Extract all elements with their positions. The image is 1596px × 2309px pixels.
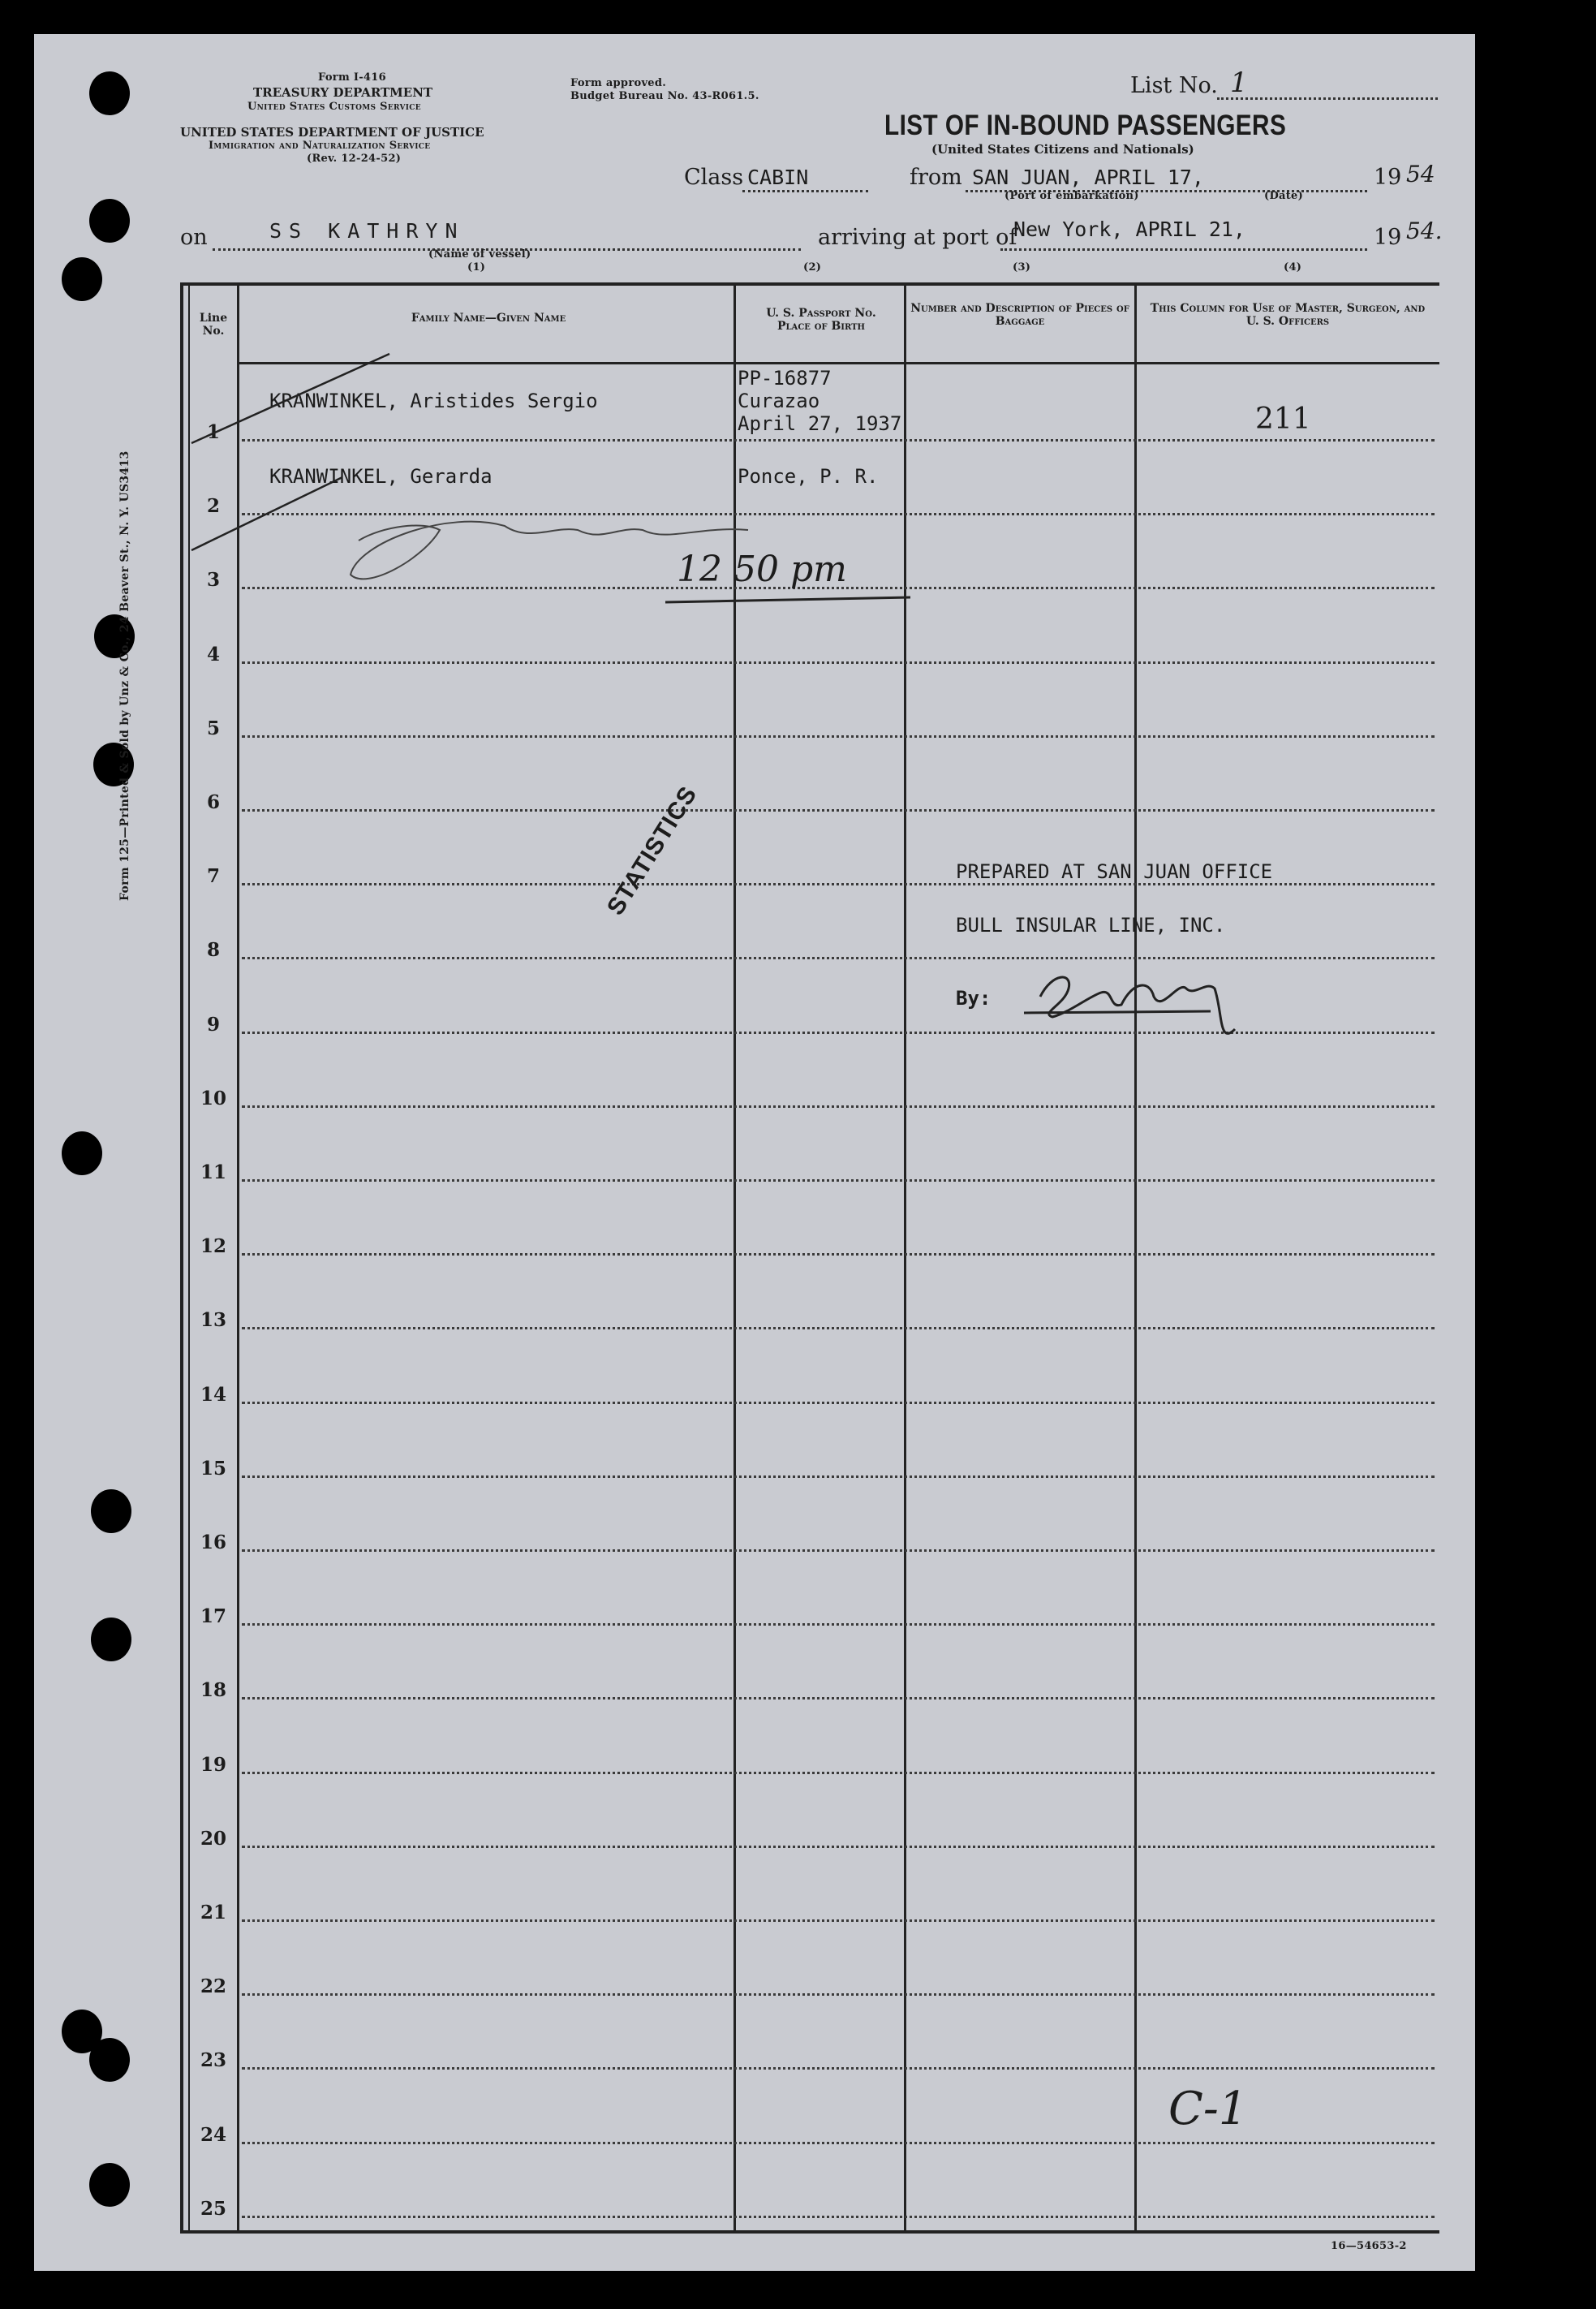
line-number: 18 xyxy=(200,1679,226,1702)
document-title: LIST OF IN-BOUND PASSENGERS xyxy=(884,110,1287,141)
line-number: 14 xyxy=(200,1383,226,1406)
table-row xyxy=(242,1179,1435,1182)
line-number: 1 xyxy=(206,421,220,443)
table-row xyxy=(242,883,1435,885)
table-row xyxy=(242,513,1435,515)
col-ref-3: (3) xyxy=(1013,261,1031,274)
document-subtitle: (United States Citizens and Nationals) xyxy=(931,142,1194,157)
table-row xyxy=(242,1919,1435,1922)
entry-1-passport: PP-16877 xyxy=(738,367,832,390)
entry-1-name: KRANWINKEL, Aristides Sergio xyxy=(269,390,598,412)
table-row xyxy=(242,1993,1435,1996)
line-number: 2 xyxy=(206,495,220,518)
vessel-value: SS KATHRYN xyxy=(269,219,465,243)
line-number: 23 xyxy=(200,2049,226,2072)
col-ref-2: (2) xyxy=(803,261,822,274)
on-label: on xyxy=(180,225,208,250)
list-no-value: 1 xyxy=(1230,67,1248,99)
table-row xyxy=(242,439,1435,442)
line-number: 4 xyxy=(206,643,220,666)
arriving-label: arriving at port of xyxy=(818,225,1017,250)
line-number: 19 xyxy=(200,1753,226,1776)
binder-hole xyxy=(89,71,130,115)
line-number: 9 xyxy=(206,1013,220,1036)
table-row xyxy=(242,1475,1435,1478)
header-officers: This Column for Use of Master, Surgeon, and U. S. Officers xyxy=(1150,302,1426,328)
passenger-table xyxy=(180,282,1439,2230)
footer-code: 16—54653-2 xyxy=(1331,2240,1407,2252)
table-row xyxy=(242,2067,1435,2070)
port-embarkation-caption: (Port of embarkation) xyxy=(1004,190,1139,202)
line-number: 24 xyxy=(200,2123,226,2146)
list-no-field xyxy=(1217,67,1438,100)
class-value: CABIN xyxy=(747,166,809,189)
from-field xyxy=(966,167,1367,192)
line-number: 7 xyxy=(206,865,220,888)
entry-2-name: KRANWINKEL, Gerarda xyxy=(269,465,493,488)
header-name: Family Name—Given Name xyxy=(411,312,566,325)
list-no-label: List No. xyxy=(1130,73,1218,98)
table-row xyxy=(242,957,1435,959)
table-row xyxy=(242,1105,1435,1108)
line-number: 11 xyxy=(200,1161,226,1183)
binder-hole xyxy=(91,1618,131,1661)
table-row xyxy=(242,1549,1435,1552)
entry-1-birthdate: April 27, 1937 xyxy=(738,412,902,435)
table-row xyxy=(242,1623,1435,1626)
budget-bureau: Budget Bureau No. 43-R061.5. xyxy=(570,90,759,102)
line-number: 10 xyxy=(200,1087,226,1109)
table-row xyxy=(242,1327,1435,1329)
table-row xyxy=(242,1697,1435,1699)
header-baggage: Number and Description of Pieces of Baggage xyxy=(910,302,1129,328)
time-note: 12 50 pm xyxy=(677,549,847,590)
date-caption: (Date) xyxy=(1264,190,1304,202)
vessel-field xyxy=(213,219,801,251)
entry-1-officer-note: 211 xyxy=(1255,403,1311,436)
entry-2-birthplace: Ponce, P. R. xyxy=(738,465,879,488)
year-prefix: 19 xyxy=(1374,165,1402,190)
line-number: 15 xyxy=(200,1457,226,1480)
header-passport: U. S. Passport No. Place of Birth xyxy=(766,307,876,333)
binder-hole xyxy=(89,2163,130,2207)
form-approved: Form approved. xyxy=(570,77,667,89)
line-number: 16 xyxy=(200,1531,226,1553)
customs-service: United States Customs Service xyxy=(247,101,421,113)
printer-imprint: Form 125—Printed & Sold by Unz & Co., 24 Beaver St., N. Y. US3413 xyxy=(118,450,131,901)
line-number: 13 xyxy=(200,1309,226,1332)
prepared-at: PREPARED AT SAN JUAN OFFICE xyxy=(956,860,1273,883)
line-number: 6 xyxy=(206,791,220,813)
signature xyxy=(1024,977,1235,1033)
ins-service: Immigration and Naturalization Service xyxy=(209,140,431,152)
c1-note: C-1 xyxy=(1168,2083,1248,2135)
class-field xyxy=(742,167,868,192)
year-prefix-2: 19 xyxy=(1374,225,1402,250)
form-number: Form I-416 xyxy=(318,71,386,84)
arrival-value: New York, APRIL 21, xyxy=(1013,218,1245,241)
col-ref-4: (4) xyxy=(1284,261,1302,274)
table-row xyxy=(242,1253,1435,1256)
year-value-2: 54. xyxy=(1406,218,1443,244)
from-label: from xyxy=(910,165,962,190)
table-row xyxy=(242,2216,1435,2218)
table-row xyxy=(242,661,1435,664)
line-number: 8 xyxy=(206,939,220,962)
from-value: SAN JUAN, APRIL 17, xyxy=(972,166,1204,189)
form-revision: (Rev. 12-24-52) xyxy=(307,153,402,165)
table-row xyxy=(242,1772,1435,1774)
class-label: Class xyxy=(684,165,744,190)
binder-hole xyxy=(89,2038,130,2082)
by-label: By: xyxy=(956,987,992,1010)
binder-hole xyxy=(62,1131,102,1175)
table-row xyxy=(242,809,1435,812)
binder-hole xyxy=(62,257,102,301)
table-row xyxy=(242,1846,1435,1848)
treasury-dept: TREASURY DEPARTMENT xyxy=(253,85,433,100)
line-number: 12 xyxy=(200,1235,226,1258)
line-number: 3 xyxy=(206,569,220,592)
company-name: BULL INSULAR LINE, INC. xyxy=(956,914,1226,937)
statistics-stamp: STATISTICS xyxy=(602,781,703,920)
table-row xyxy=(242,735,1435,738)
table-row xyxy=(242,1032,1435,1034)
line-number: 25 xyxy=(200,2197,226,2220)
line-number: 20 xyxy=(200,1827,226,1850)
binder-hole xyxy=(91,1489,131,1533)
line-number: 17 xyxy=(200,1605,226,1628)
line-number: 21 xyxy=(200,1902,226,1923)
year-value: 54 xyxy=(1406,161,1435,187)
binder-hole xyxy=(89,199,130,243)
underline-mark xyxy=(665,597,910,602)
entry-1-birthplace: Curazao xyxy=(738,390,820,412)
arrival-field xyxy=(1000,218,1367,251)
table-row xyxy=(242,2142,1435,2144)
table-row xyxy=(242,1402,1435,1404)
justice-dept: UNITED STATES DEPARTMENT OF JUSTICE xyxy=(180,125,484,140)
line-number: 22 xyxy=(200,1975,226,1998)
vessel-caption: (Name of vessel) xyxy=(428,248,531,261)
col-ref-1: (1) xyxy=(467,261,486,274)
header-line-no: Line No. xyxy=(199,312,228,338)
line-number: 5 xyxy=(206,717,220,739)
